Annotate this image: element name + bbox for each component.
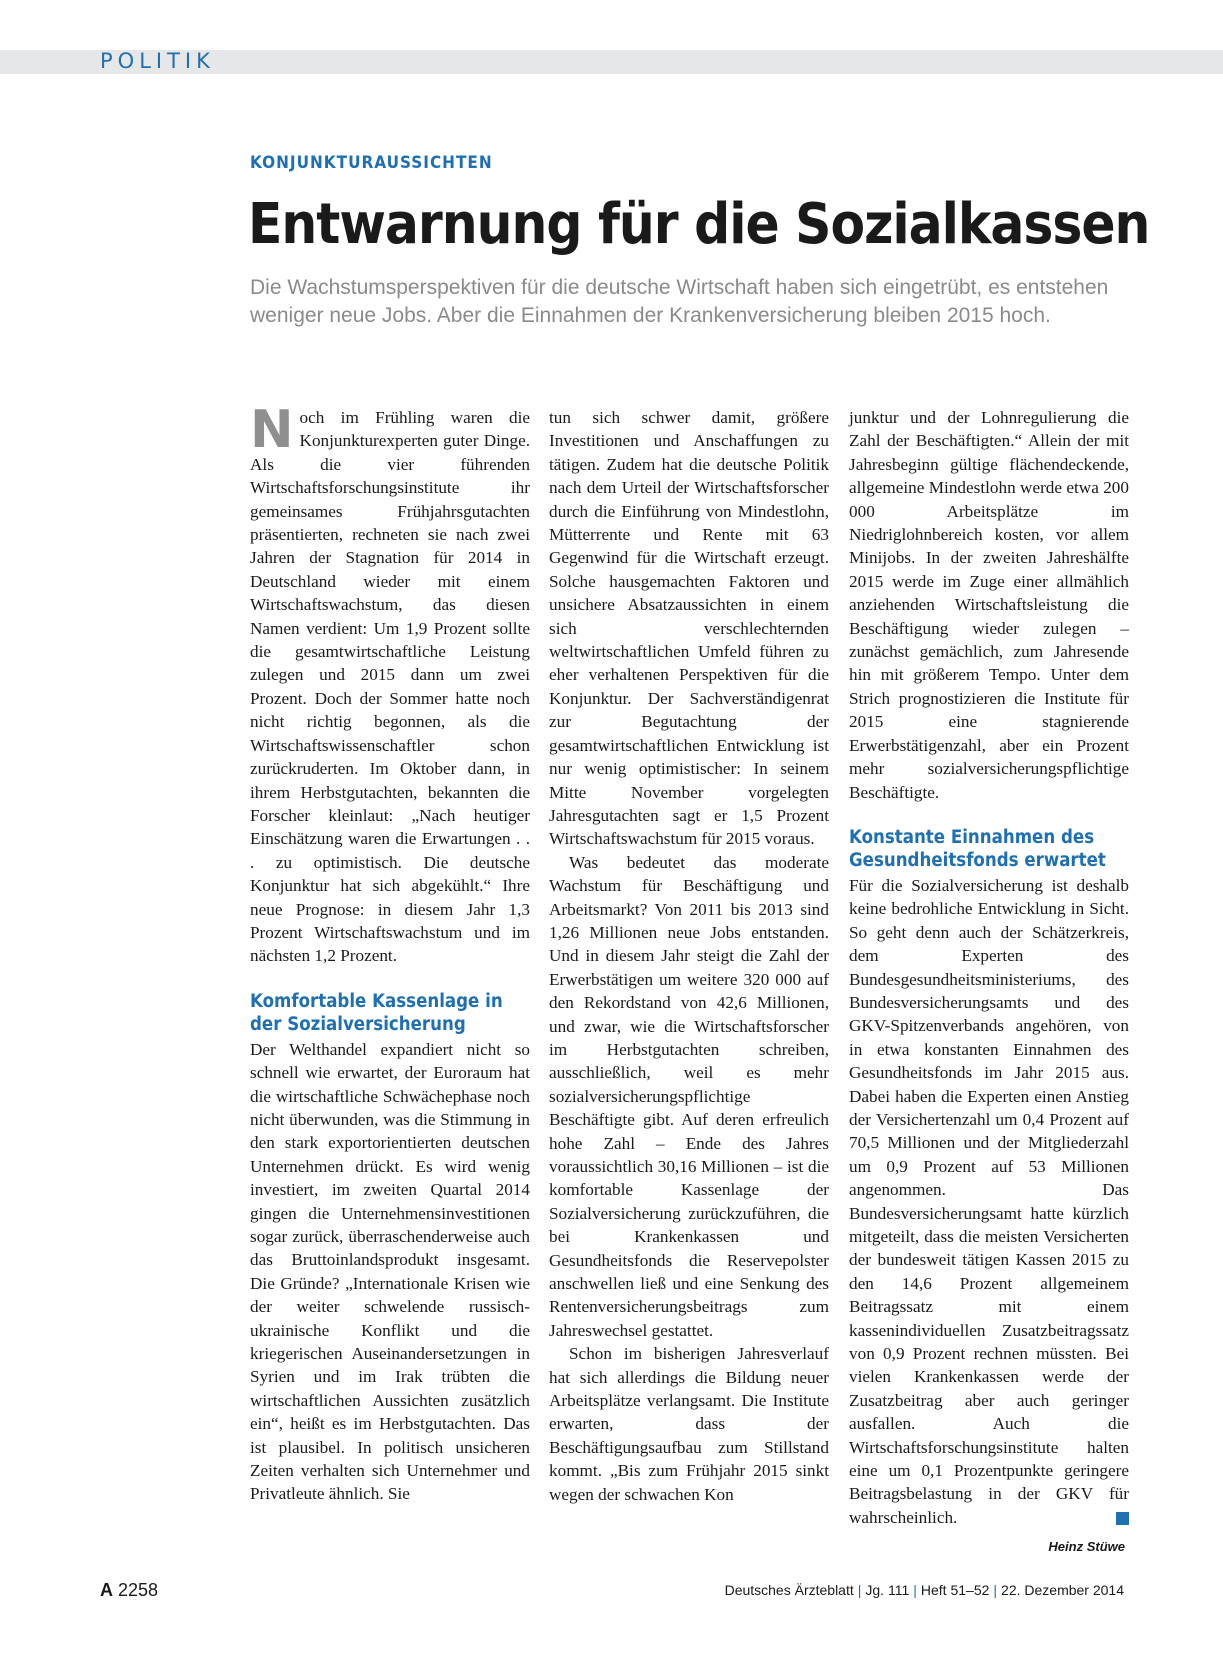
page-number-value: 2258	[118, 1580, 159, 1600]
subhead-gesundheitsfonds: Konstante Einnahmen des Gesundheitsfonds erwartet	[849, 826, 1106, 871]
article-kicker: KONJUNKTURAUSSICHTEN	[250, 153, 493, 173]
journal-date: 22. Dezember 2014	[1001, 1582, 1124, 1598]
paragraph-4-part-a: Schon im bisherigen Jahresverlauf hat sich allerdings die Bildung neuer Arbeitsplätze verlangsamt. Die Institute erwarten, dass der Beschäftigungsaufbau zum Stillstand kommt. „Bis zum Frühjahr 2015 sinkt wegen der schwachen Kon	[549, 1344, 829, 1504]
journal-issue: Heft 51–52	[920, 1582, 990, 1598]
end-mark-icon	[1116, 1512, 1129, 1525]
paragraph-2-part-a: Der Welthandel expandiert nicht so schnell wie erwartet, der Euroraum hat die wirtschaftliche Schwächephase noch nicht überwunden, was die Stimmung in den stark exportorientierten deutschen Unternehmen drückt. Es wird wenig investiert, im zweiten Quartal 2014 gingen die Unternehmensinvestitionen sogar zurück, überraschenderweise auch das Bruttoinlandsprodukt insgesamt. Die Gründe? „Internationale Krisen wie der weiter schwelende russisch-ukrainische Konflikt und die kriegerischen Auseinandersetzungen in Syrien und im Irak trübten die wirtschaftlichen Aussichten zusätzlich ein“, heißt es im Herbstgutachten. Das ist plausibel. In politisch unsicheren Zeiten verhalten sich Unternehmer und Privatleute ähnlich. Sie	[250, 1039, 530, 1504]
separator: |	[993, 1582, 998, 1598]
separator: |	[857, 1582, 862, 1598]
column-1	[250, 400, 530, 1506]
journal-name: Deutsches Ärzteblatt	[724, 1582, 854, 1598]
separator: |	[913, 1582, 917, 1598]
section-label: POLITIK	[100, 49, 215, 73]
journal-info	[725, 1582, 1124, 1598]
paragraph-3: Was bedeutet das moderate Wachstum für Beschäftigung und Arbeitsmarkt? Von 2011 bis 2013 sind 1,26 Millionen neue Jobs entstanden. Und in diesem Jahr steigt die Zahl der Erwerbstätigen um weitere 320 000 auf den Rekordstand von 42,6 Millionen, und zwar, wie die Wirtschaftsforscher im Herbstgutachten schreiben, ausschließlich, weil es mehr sozialversicherungspflichtige Beschäftigte gibt. Auf deren erfreulich hohe Zahl – Ende des Jahres voraussichtlich 30,16 Millionen – ist die komfortable Kassenlage der Sozialversicherung zurückzuführen, die bei Krankenkassen und Gesundheitsfonds die Reservepolster anschwellen ließ und eine Senkung des Rentenversicherungsbeitrags zum Jahreswechsel gestattet.	[549, 852, 829, 1340]
paragraph-2-part-b: tun sich schwer damit, größere Investitionen und Anschaffungen zu tätigen. Zudem hat die deutsche Politik nach dem Urteil der Wirtschaftsforscher durch die Einführung von Mindestlohn, Mütterrente und Rente mit 63 Gegenwind für die Wirtschaft erzeugt. Solche hausgemachten Faktoren und unsichere Absatzaussichten in einem sich verschlechternden weltwirtschaftlichen Umfeld führen zu eher verhaltenen Perspektiven für die Konjunktur. Der Sachverständigenrat zur Begutachtung der gesamtwirtschaftlichen Entwicklung ist nur wenig optimistischer: In seinem Mitte November vorgelegten Jahresgutachten sagt er 1,5 Prozent Wirtschaftswachstum für 2015 voraus.	[549, 408, 829, 849]
article-title: Entwarnung für die Sozialkassen	[248, 192, 1150, 257]
paragraph-1-text: och im Frühling waren die Konjunkturexperten guter Dinge. Als die vier führenden Wirtschaftsforschungsinstitute ihr gemeinsames Frühjahrsgutachten präsentierten, rechneten sie nach zwei Jahren der Stagnation für 2014 in Deutschland wieder mit einem Wirtschaftswachstum, das diesen Namen verdient: Um 1,9 Prozent sollte die gesamtwirtschaftliche Leistung zulegen und 2015 dann um zwei Prozent. Doch der Sommer hatte noch nicht richtig begonnen, als die Wirtschaftswissenschaftler schon zurückruderten. Im Oktober dann, in ihrem Herbstgutachten, bekannten die Forscher kleinlaut: „Nach heutiger Einschätzung waren die Erwartungen . . . zu optimistisch. Die deutsche Konjunktur hat sich abgekühlt.“ Ihre neue Prognose: in diesem Jahr 1,3 Prozent Wirtschaftswachstum und im nächsten 1,2 Prozent.	[250, 408, 530, 966]
paragraph-4-part-b: junktur und der Lohnregulierung die Zahl der Beschäftigten.“ Allein der mit Jahresbeginn gültige flächendeckende, allgemeine Mindestlohn werde etwa 200 000 Arbeitsplätze im Niedriglohnbereich kosten, vor allem Minijobs. In der zweiten Jahreshälfte 2015 werde im Zuge einer allmählich anziehenden Wirtschaftsleistung die Beschäftigung wieder zulegen – zunächst gemächlich, zum Jahresende hin mit größerem Tempo. Unter dem Strich prognostizieren die Institute für 2015 eine stagnierende Erwerbstätigenzahl, aber ein Prozent mehr sozialversicherungspflichtige Beschäftigte.	[849, 408, 1129, 802]
column-3	[849, 406, 1129, 1529]
column-2	[549, 406, 829, 1506]
page-number	[100, 1580, 158, 1601]
paragraph-1	[250, 400, 530, 968]
dropcap: N	[250, 400, 294, 460]
paragraph-5-text: Für die Sozialversicherung ist deshalb keine bedrohliche Entwicklung in Sicht. So geht denn auch der Schätzerkreis, dem Experten des Bundesgesundheitsministeriums, des Bundesversicherungsamts und des GKV-Spitzenverbands angehören, von in etwa konstanten Einnahmen des Gesundheitsfonds im Jahr 2015 aus. Dabei haben die Experten einen Anstieg der Versichertenzahl um 0,4 Prozent auf 70,5 Millionen und der Mitgliederzahl um 0,9 Prozent auf 53 Millionen angenommen. Das Bundesversicherungsamt hatte kürzlich mitgeteilt, dass die meisten Versicherten der bundesweit tätigen Kassen 2015 zu den 14,6 Prozent allgemeinem Beitragssatz mit einem kassenindividuellen Zusatzbeitragssatz von 0,9 Prozent rechnen müssten. Bei vielen Krankenkassen werde der Zusatzbeitrag aber auch geringer ausfallen. Auch die Wirtschaftsforschungsinstitute halten eine um 0,1 Prozentpunkte geringere Beitragsbelastung in der GKV für wahrscheinlich.	[849, 875, 1129, 1527]
author-byline: Heinz Stüwe	[1048, 1539, 1125, 1554]
page-prefix: A	[100, 1580, 113, 1600]
subhead-kassenlage: Komfortable Kassenlage in der Sozialversicherung	[250, 990, 503, 1035]
paragraph-5	[849, 874, 1129, 1529]
journal-volume: Jg. 111	[865, 1582, 910, 1598]
article-lead: Die Wachstumsperspektiven für die deutsche Wirtschaft haben sich eingetrübt, es entstehen weniger neue Jobs. Aber die Einnahmen der Krankenversicherung bleiben 2015 hoch.	[250, 276, 1109, 327]
